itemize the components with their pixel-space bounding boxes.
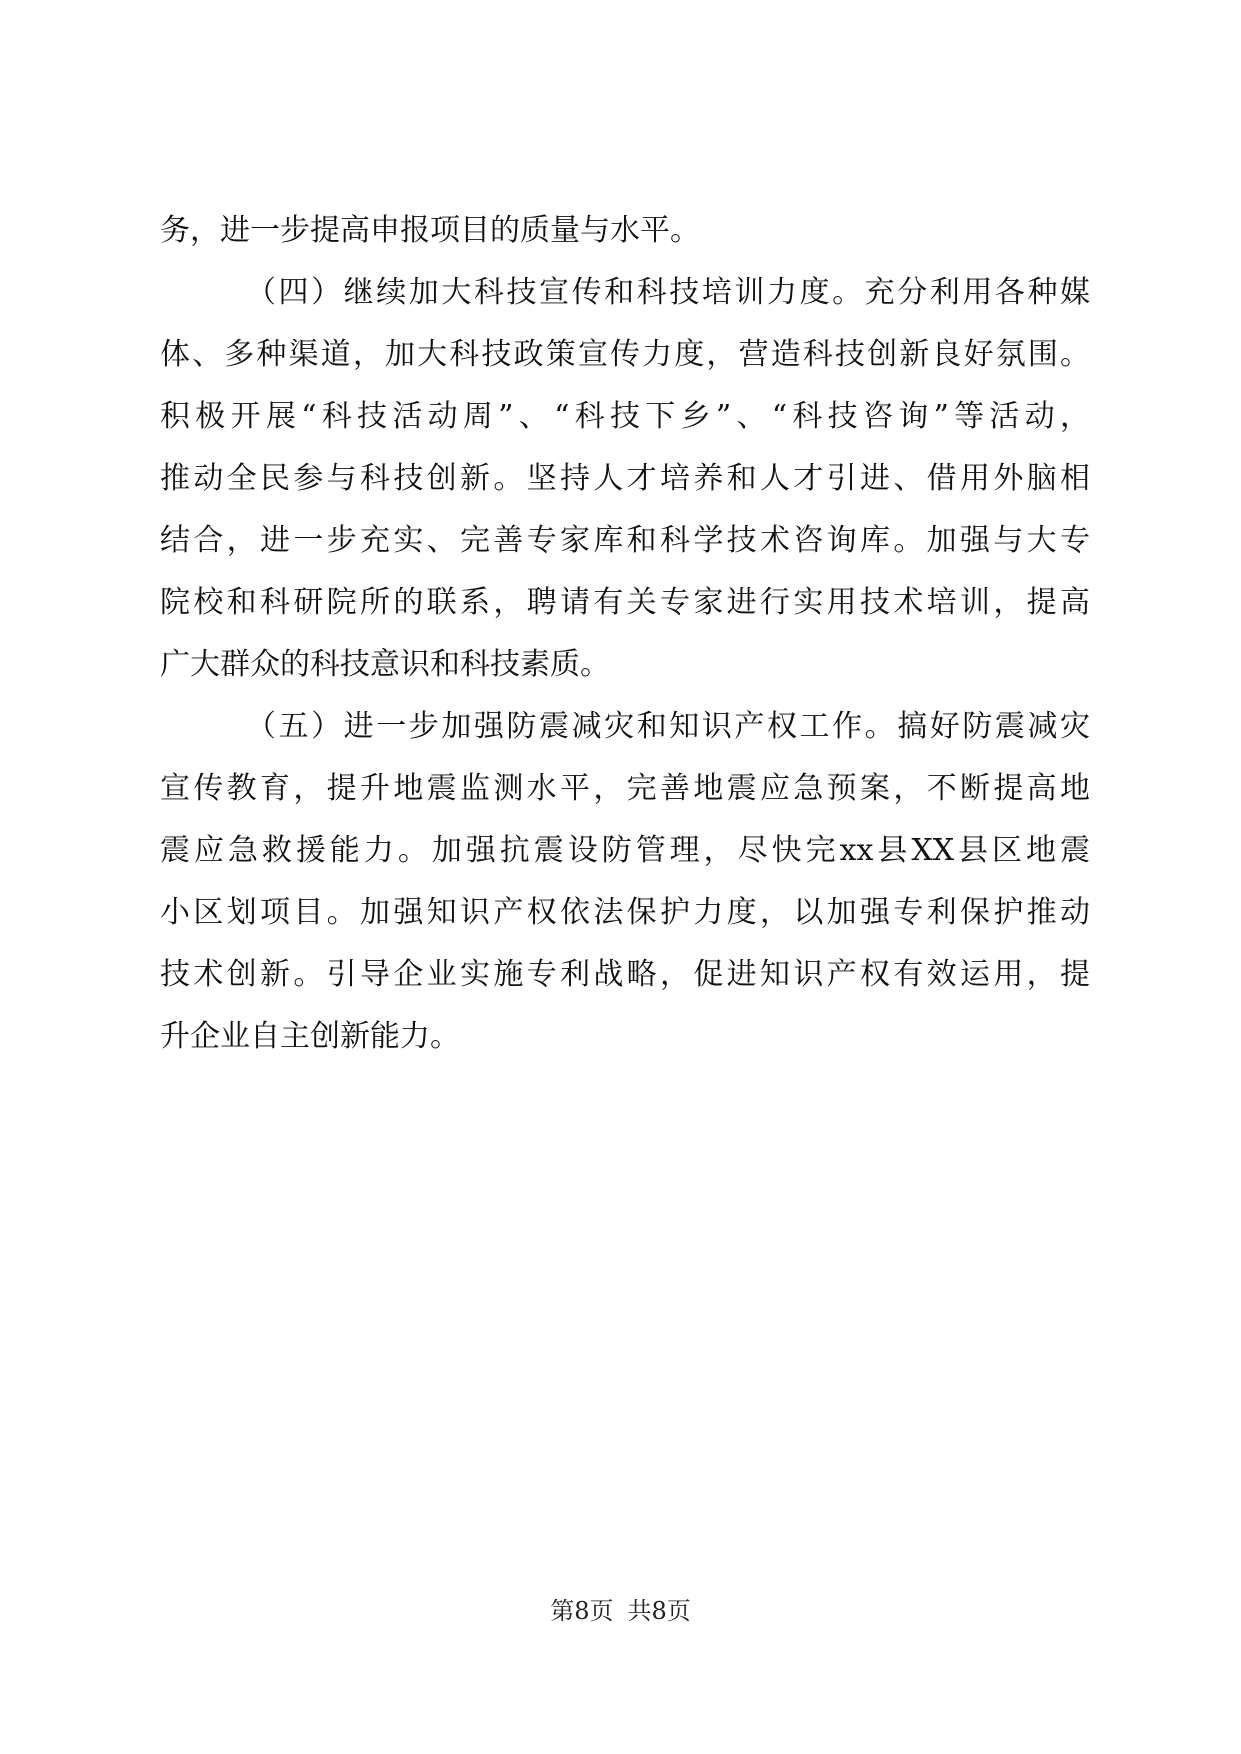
text-line: 升企业自主创新能力。 — [160, 1019, 460, 1054]
text-line: 震应急救援能力。加强抗震设防管理，尽快完xx县XX县区地震 — [160, 833, 1090, 868]
text-line: 体、多种渠道，加大科技政策宣传力度，营造科技创新良好氛围。 — [160, 337, 1090, 372]
paragraph-five-heading-line: （五）进一步加强防震减灾和知识产权工作。搞好防震减灾 — [246, 709, 1090, 744]
text-line: 宣传教育，提升地震监测水平，完善地震应急预案，不断提高地 — [160, 771, 1090, 806]
text-line: 务，进一步提高申报项目的质量与水平。 — [160, 213, 700, 248]
document-body — [160, 200, 1090, 1068]
paragraph-four-heading-line: （四）继续加大科技宣传和科技培训力度。充分利用各种媒 — [246, 275, 1090, 310]
text-line: 院校和科研院所的联系，聘请有关专家进行实用技术培训，提高 — [160, 585, 1090, 620]
text-line: 小区划项目。加强知识产权依法保护力度，以加强专利保护推动 — [160, 895, 1090, 930]
text-line: 结合，进一步充实、完善专家库和科学技术咨询库。加强与大专 — [160, 523, 1090, 558]
text-line: 技术创新。引导企业实施专利战略，促进知识产权有效运用，提 — [160, 957, 1090, 992]
text-line: 推动全民参与科技创新。坚持人才培养和人才引进、借用外脑相 — [160, 461, 1090, 496]
page-total: 共8页 — [627, 1597, 691, 1625]
text-line: 广大群众的科技意识和科技素质。 — [160, 647, 610, 682]
page-number: 第8页 — [550, 1597, 614, 1625]
page-footer — [0, 1596, 1241, 1626]
text-line: 积极开展“科技活动周”、“科技下乡”、“科技咨询”等活动， — [160, 399, 1090, 434]
